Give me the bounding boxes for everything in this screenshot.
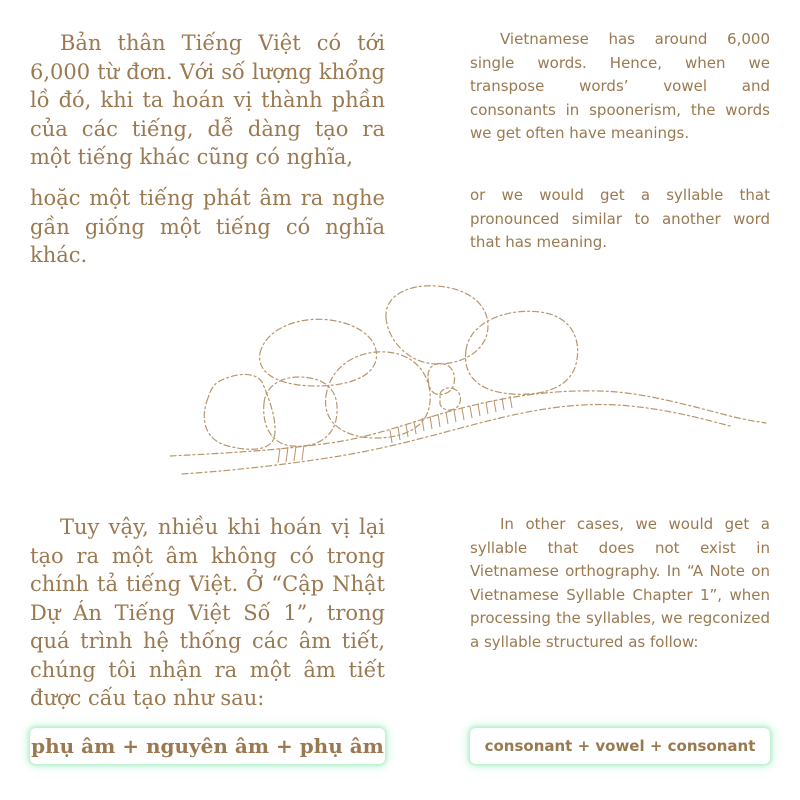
rock-upper-left [260, 319, 377, 386]
vi-paragraph-2: hoặc một tiếng phát âm ra nghe gần giống một tiếng có nghĩa khác. [30, 186, 385, 267]
rock-back-left [204, 374, 275, 449]
rock-top-right [386, 286, 488, 364]
en-paragraph-2: or we would get a syllable that pronounced similar to another word that has meaning. [470, 186, 770, 251]
branch-hatching [278, 396, 512, 463]
vi-formula-box: phụ âm + nguyên âm + phụ âm [30, 728, 385, 764]
rock-small-pebble [428, 364, 455, 395]
vi-paragraph-3: Tuy vậy, nhiều khi hoán vị lại tạo ra một âm không có trong chính tả tiếng Việt. Ở “Cập Nhật Dự Án Tiếng Việt Số 1”, trong quá trình hệ thống các âm tiết, chúng tôi nhận ra một âm tiết được cấu tạo như sau: [30, 515, 385, 710]
en-paragraph-3: In other cases, we would get a syllable that does not exist in Vietnamese orthography. In “A Note on Vietnamese Syllable Chapter 1”, when processing the syllables, we regconized a syllable structured as follow: [470, 515, 770, 651]
branch-upper-edge [170, 391, 766, 456]
branch-lower-edge [182, 405, 730, 475]
en-formula-box: consonant + vowel + consonant [470, 728, 770, 764]
rocks-on-branch-illustration [170, 278, 770, 493]
en-paragraph-1: Vietnamese has around 6,000 single words. Hence, when we transpose words’ vowel and consonants in spoonerism, the words we get often have meanings. [470, 30, 770, 142]
rock-right [465, 311, 577, 394]
vi-paragraph-1: Bản thân Tiếng Việt có tới 6,000 từ đơn. Với số lượng khổng lồ đó, khi ta hoán vị thành phần của các tiếng, dễ dàng tạo ra một tiếng khác cũng có nghĩa, [30, 31, 385, 169]
